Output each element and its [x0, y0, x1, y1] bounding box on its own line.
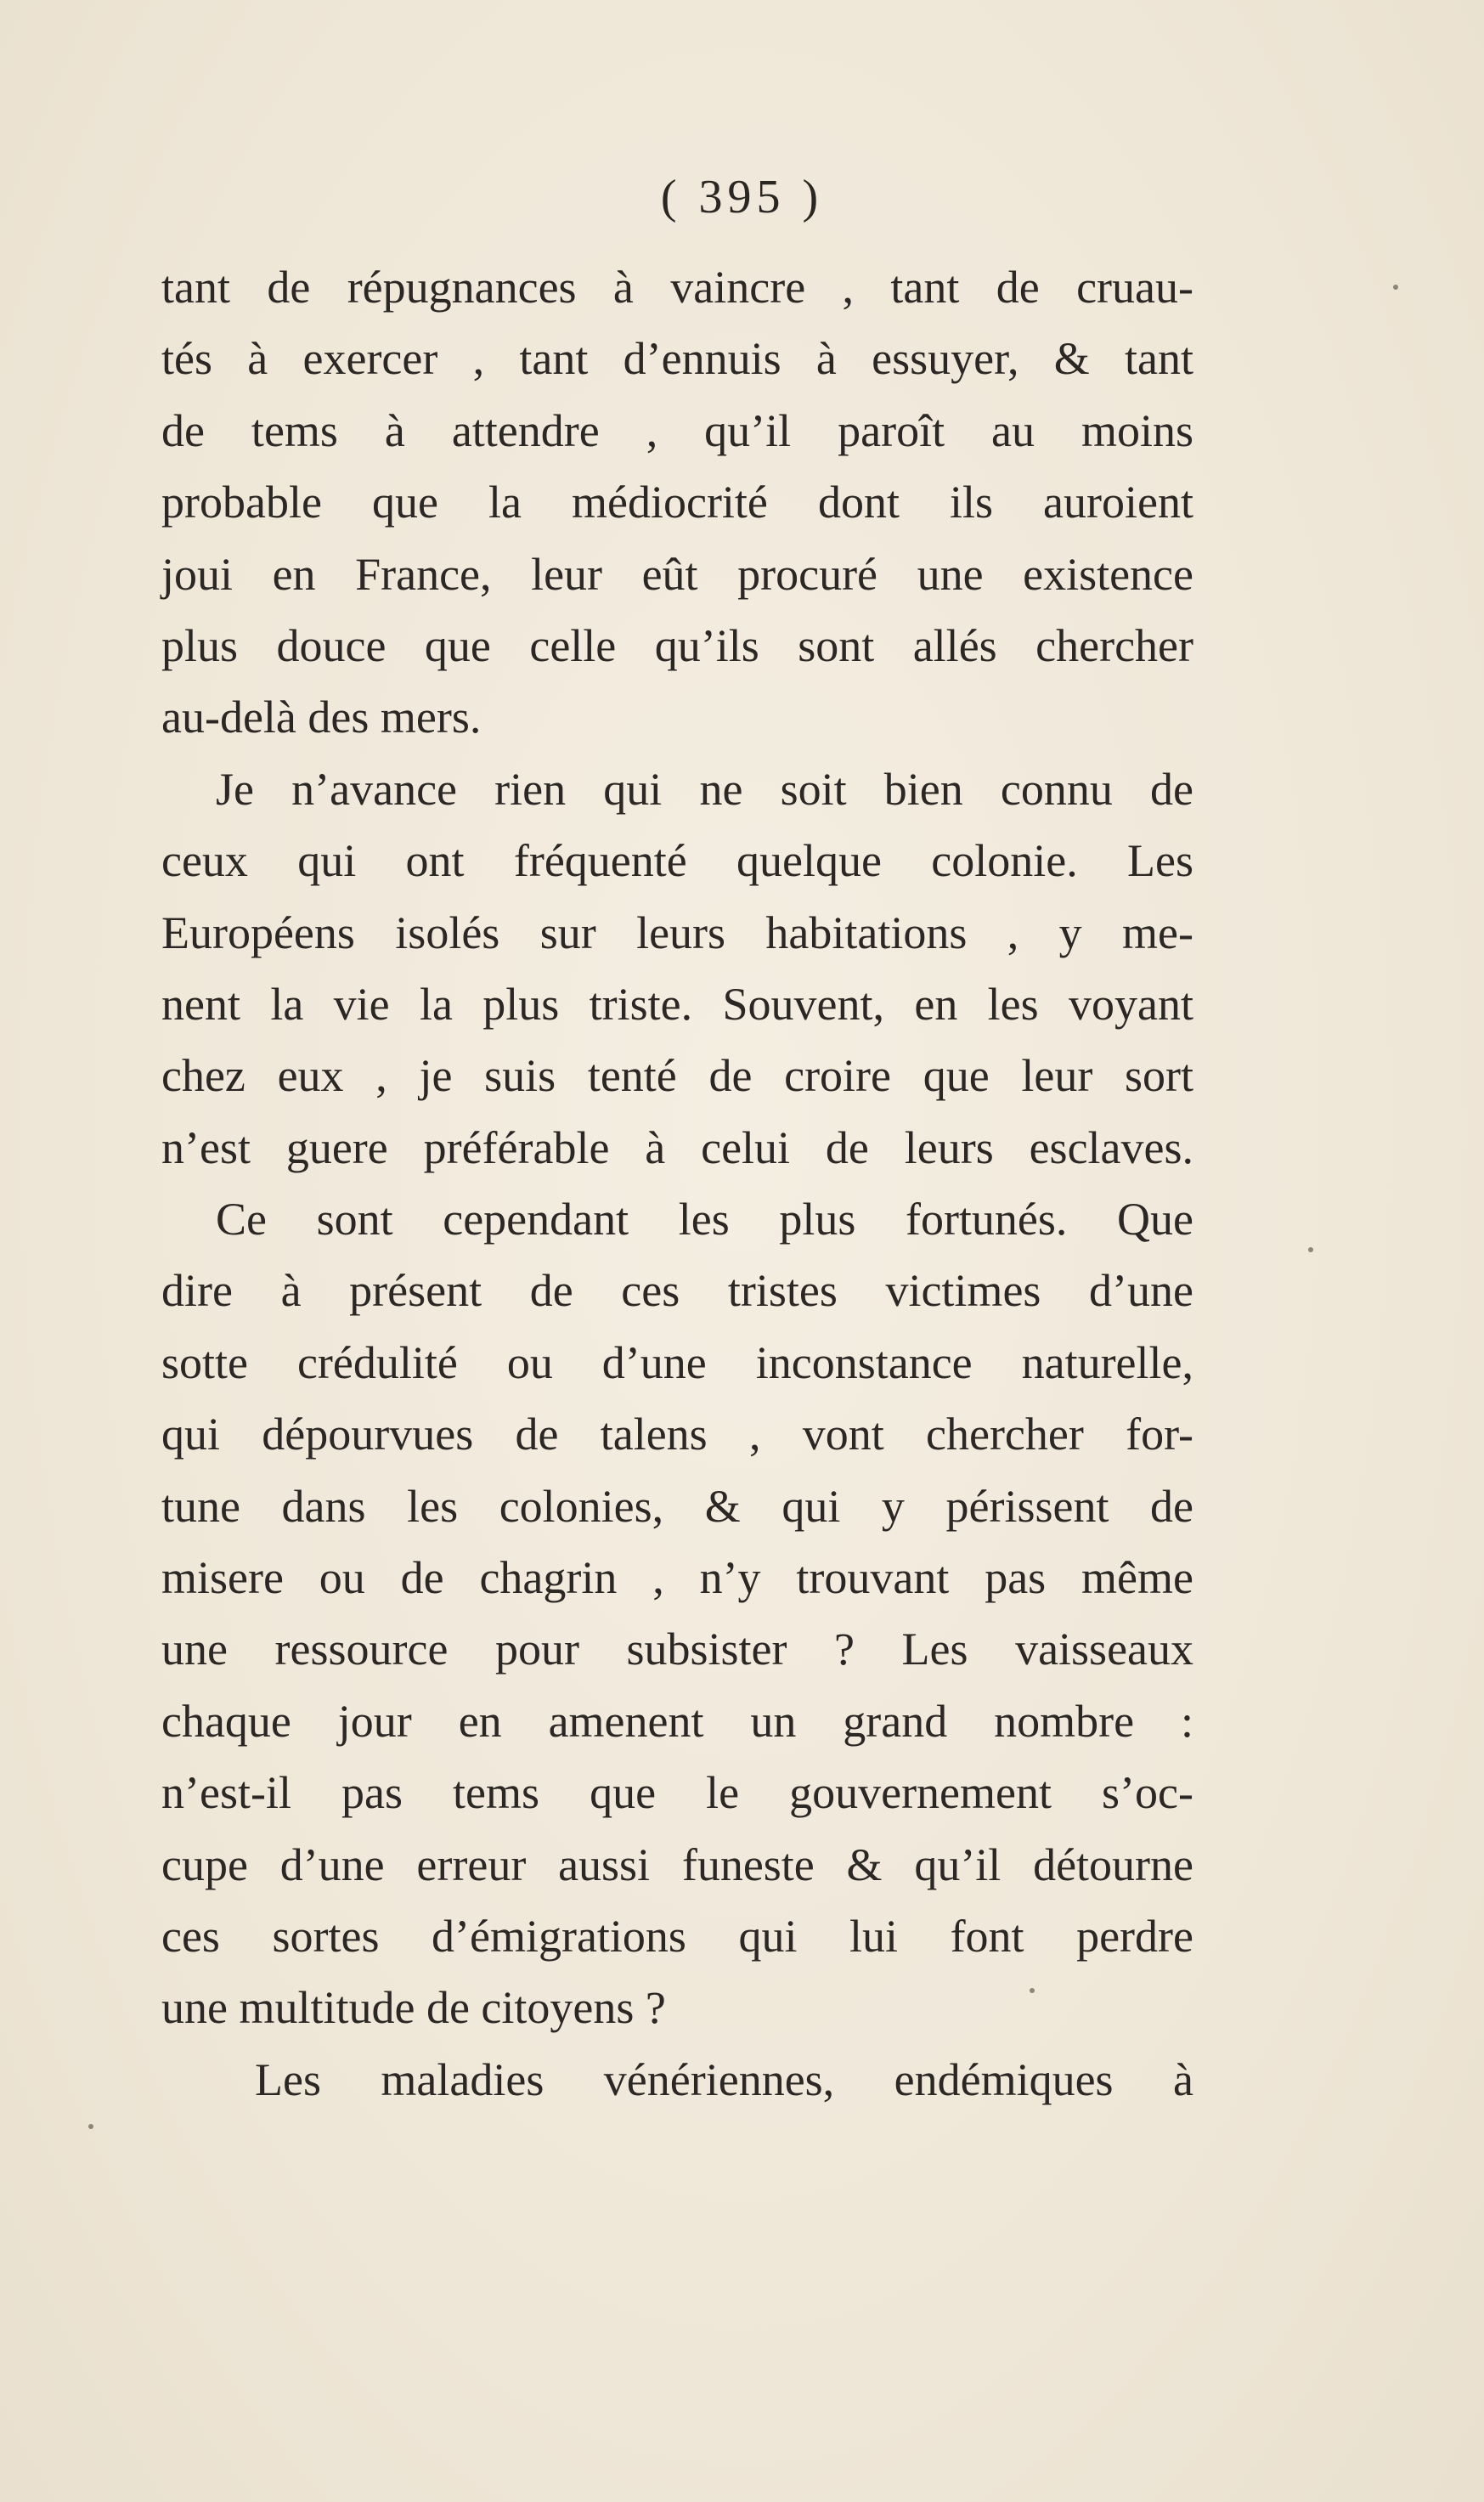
paper-speck [88, 2124, 93, 2129]
text-line: une ressource pour subsister ? Les vaisseaux [161, 1624, 1193, 1675]
paper-speck [1030, 1988, 1035, 1993]
text-line: ceux qui ont fréquenté quelque colonie. Les [161, 835, 1193, 887]
text-line: nent la vie la plus triste. Souvent, en les voyant [161, 978, 1193, 1030]
text-line: Ce sont cependant les plus fortunés. Que [216, 1194, 1193, 1245]
page-number-header: ( 395 ) [660, 171, 824, 223]
text-line: tant de répugnances à vaincre , tant de cruau- [161, 262, 1193, 313]
text-line: au-delà des mers. [161, 692, 482, 743]
text-line: sotte crédulité ou d’une inconstance naturelle, [161, 1336, 1193, 1388]
text-line: Je n’avance rien qui ne soit bien connu de [216, 763, 1193, 815]
text-line: n’est-il pas tems que le gouvernement s’oc- [161, 1767, 1193, 1819]
text-line: de tems à attendre , qu’il paroît au moins [161, 404, 1193, 456]
text-line: cupe d’une erreur aussi funeste & qu’il détourne [161, 1838, 1193, 1890]
text-line: n’est guere préférable à celui de leurs esclaves. [161, 1121, 1193, 1173]
paper-speck [1308, 1247, 1313, 1252]
text-line: tune dans les colonies, & qui y périssent de [161, 1480, 1193, 1532]
text-line: ces sortes d’émigrations qui lui font perdre [161, 1910, 1193, 1962]
text-line: chez eux , je suis tenté de croire que leur sort [161, 1050, 1193, 1102]
body-text [161, 251, 1193, 2115]
text-line: misere ou de chagrin , n’y trouvant pas même [161, 1552, 1193, 1604]
paper-speck [1393, 285, 1398, 290]
text-line: tés à exercer , tant d’ennuis à essuyer, & tant [161, 333, 1193, 385]
text-line: probable que la médiocrité dont ils auroient [161, 477, 1193, 528]
text-line: Européens isolés sur leurs habitations , y me- [161, 906, 1193, 958]
text-line: chaque jour en amenent un grand nombre : [161, 1695, 1193, 1747]
text-line: dire à présent de ces tristes victimes d’une [161, 1265, 1193, 1317]
text-line: qui dépourvues de talens , vont chercher for- [161, 1409, 1193, 1460]
text-line: une multitude de citoyens ? [161, 1982, 666, 2034]
catchline: Les maladies vénériennes, endémiques à [255, 2053, 1193, 2105]
text-line: joui en France, leur eût procuré une existence [161, 548, 1193, 600]
text-line: plus douce que celle qu’ils sont allés chercher [161, 619, 1193, 671]
